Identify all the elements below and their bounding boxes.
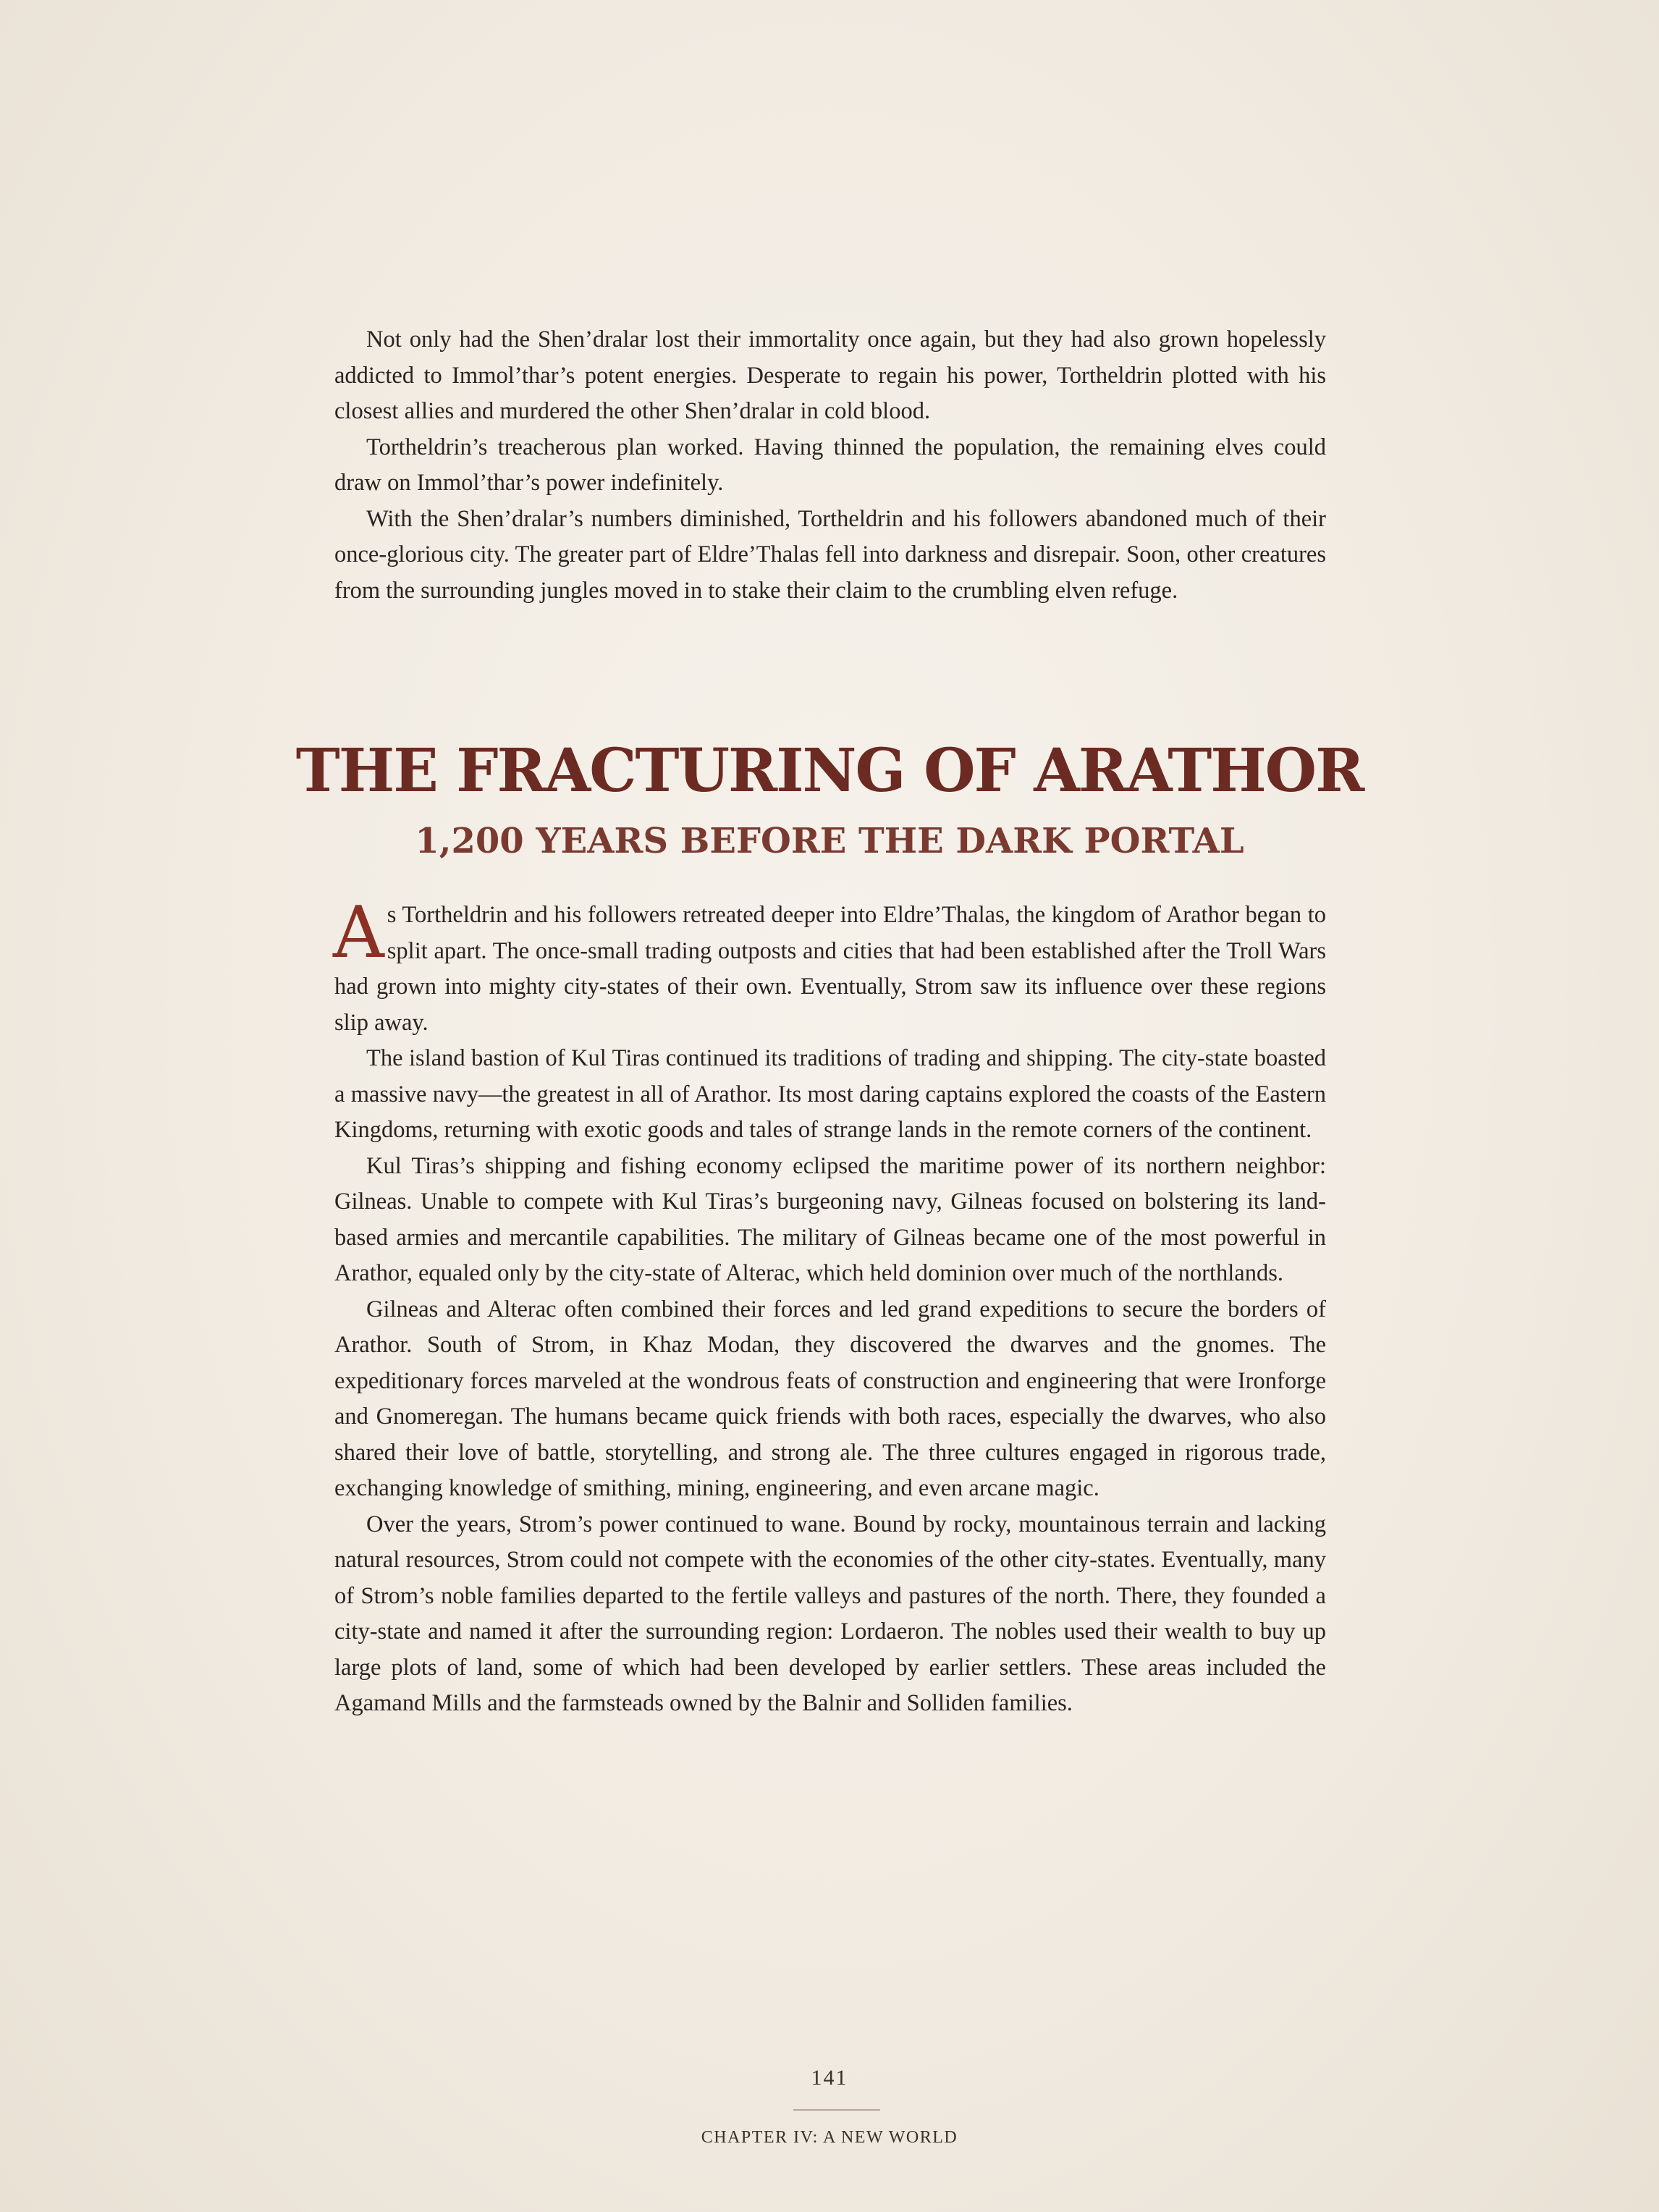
chapter-title: CHAPTER IV: A NEW WORLD bbox=[701, 2128, 958, 2147]
paragraph: Kul Tiras’s shipping and fishing economy eclipsed the maritime power of its northern neighbor: Gilneas. Unable to compete with Kul Tiras’s burgeoning navy, Gilneas focused on bolstering its land-based armies and mercantile capabilities. The military of Gilneas became one of the most powerful in Arathor, equaled only by the city-state of Alterac, which held dominion over much of the northlands. bbox=[334, 1152, 1326, 1286]
section-subtitle: 1,200 YEARS BEFORE THE DARK PORTAL bbox=[415, 821, 1244, 861]
page-number: 141 bbox=[811, 2066, 848, 2090]
first-paragraph-text: s Tortheldrin and his followers retreated deeper into Eldre’Thalas, the kingdom of Arathor began to split apart. The once-small trading outposts and cities that had been established after the Troll Wars had grown into mighty city-states of their own. Eventually, Strom saw its influence over these regions slip away. bbox=[334, 902, 1326, 1036]
drop-cap: A bbox=[333, 892, 384, 974]
first-paragraph bbox=[333, 892, 1326, 1041]
paragraph: Not only had the Shen’dralar lost their immortality once again, but they had also grown hopelessly addicted to Immol’thar’s potent energies. Desperate to regain his power, Tortheldrin plotted with his closest allies and murdered the other Shen’dralar in cold blood. bbox=[334, 326, 1326, 424]
footer-divider bbox=[793, 2109, 880, 2111]
intro-text-block bbox=[334, 322, 1326, 609]
paragraph: With the Shen’dralar’s numbers diminished, Tortheldrin and his followers abandoned much of their once-glorious city. The greater part of Eldre’Thalas fell into darkness and disrepair. Soon, other creatures from the surrounding jungles moved in to stake their claim to the crumbling elven refuge. bbox=[334, 505, 1326, 604]
paragraph: Tortheldrin’s treacherous plan worked. Having thinned the population, the remaining elves could draw on Immol’thar’s power indefinitely. bbox=[334, 434, 1326, 496]
paragraph: Over the years, Strom’s power continued to wane. Bound by rocky, mountainous terrain and lacking natural resources, Strom could not compete with the economies of the other city-states. Eventually, many of Strom’s noble families departed to the fertile valleys and pastures of the north. There, they founded a city-state and named it after the surrounding region: Lordaeron. The nobles used their wealth to buy up large plots of land, some of which had been developed by earlier settlers. These areas included the Agamand Mills and the farmsteads owned by the Balnir and Solliden families. bbox=[334, 1511, 1326, 1716]
section-text-block bbox=[333, 892, 1326, 1722]
paragraph: The island bastion of Kul Tiras continued its traditions of trading and shipping. The city-state boasted a massive navy—the greatest in all of Arathor. Its most daring captains explored the coasts of the Eastern Kingdoms, returning with exotic goods and tales of strange lands in the remote corners of the continent. bbox=[334, 1045, 1326, 1143]
section-title: THE FRACTURING OF ARATHOR bbox=[295, 736, 1364, 806]
paragraph: Gilneas and Alterac often combined their forces and led grand expeditions to secure the borders of Arathor. South of Strom, in Khaz Modan, they discovered the dwarves and the gnomes. The expeditionary forces marveled at the wondrous feats of construction and engineering that were Ironforge and Gnomeregan. The humans became quick friends with both races, especially the dwarves, who also shared their love of battle, storytelling, and strong ale. The three cultures engaged in rigorous trade, exchanging knowledge of smithing, mining, engineering, and even arcane magic. bbox=[334, 1296, 1326, 1501]
